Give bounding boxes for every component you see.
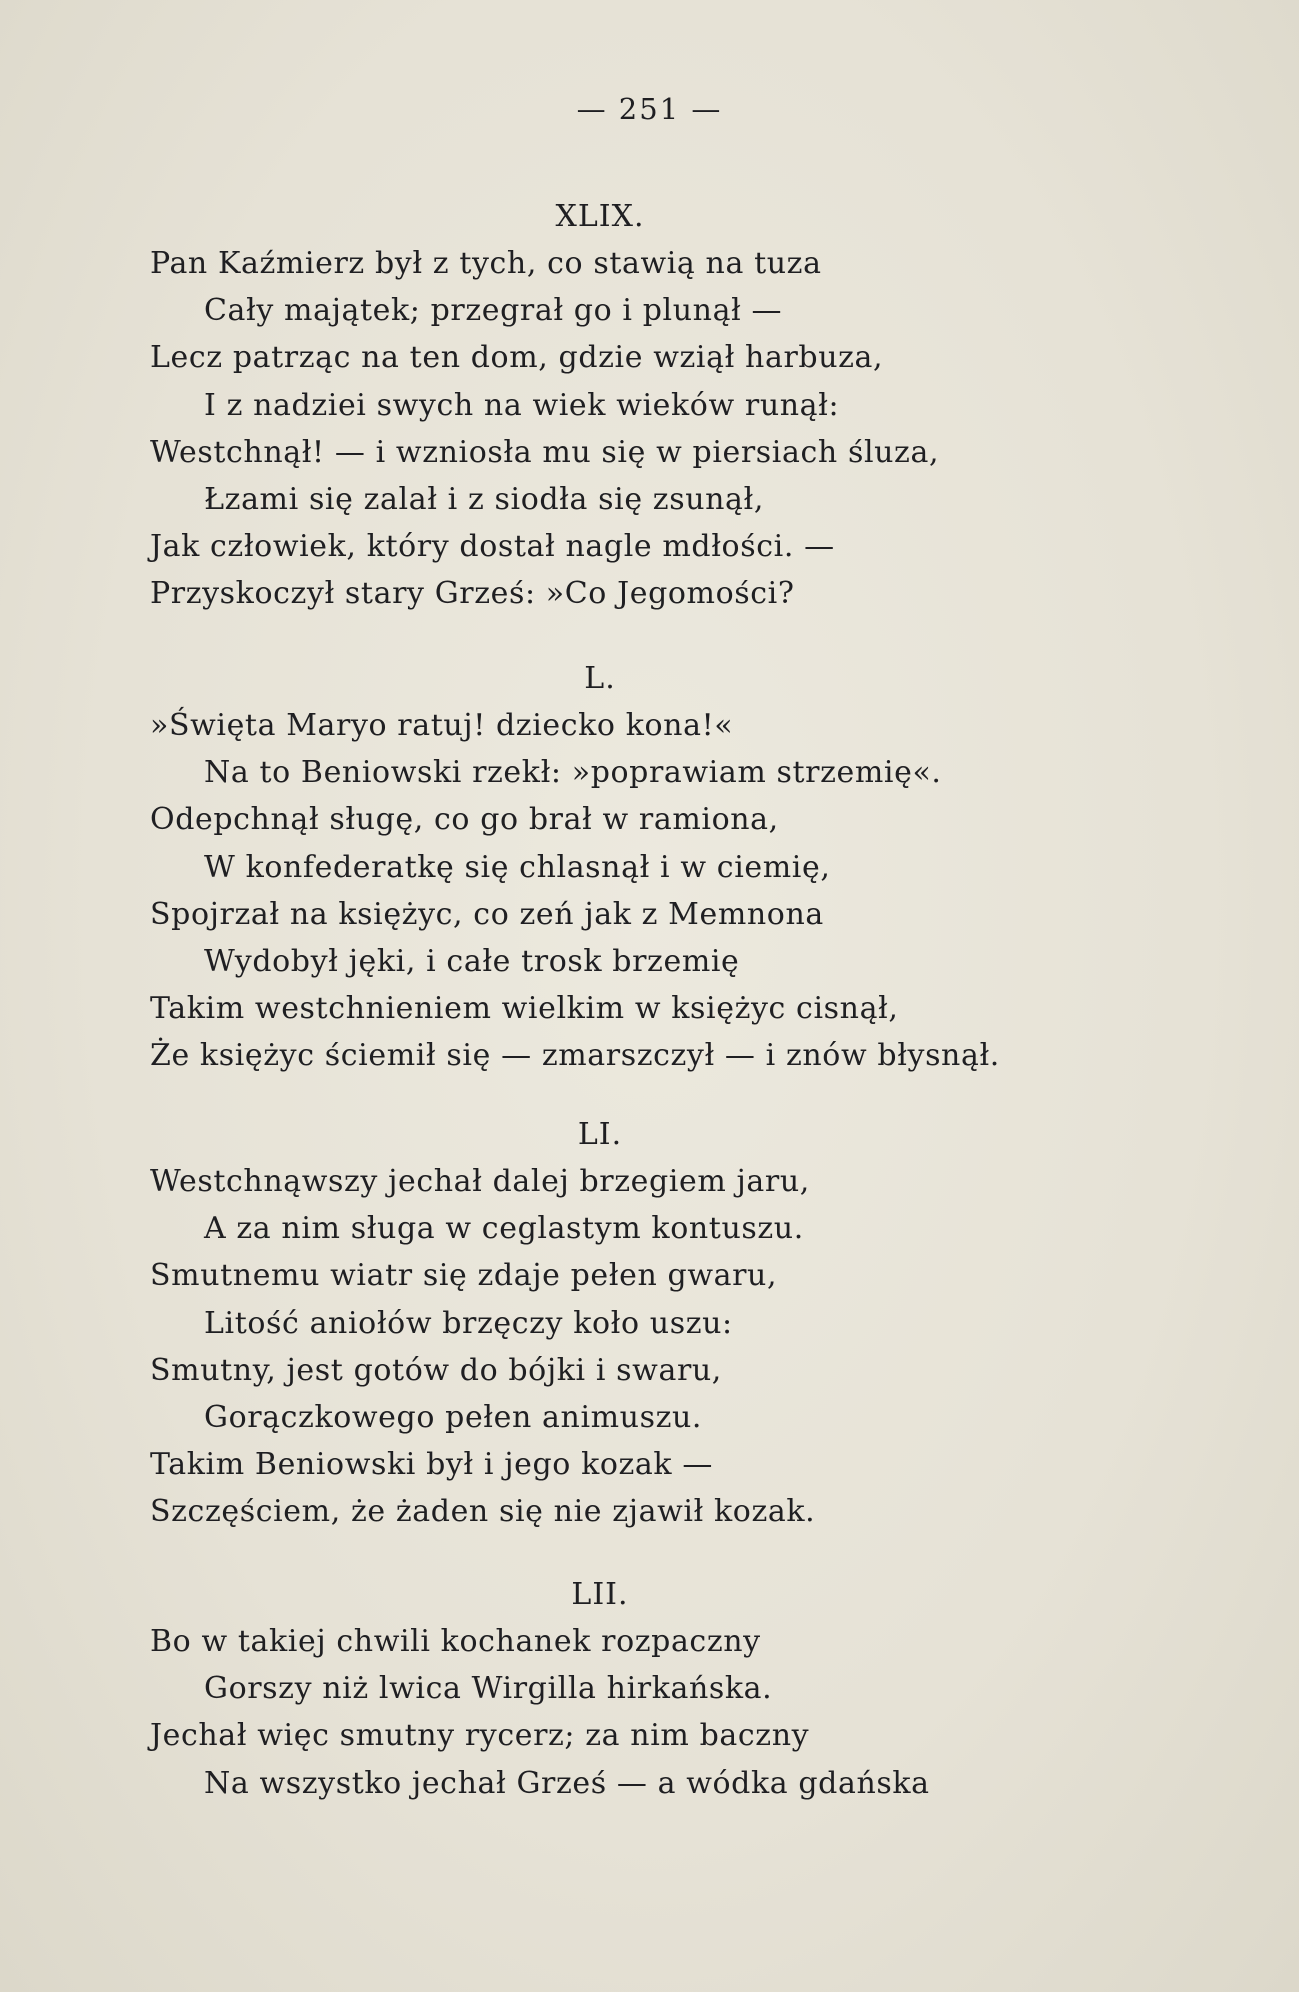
verse-line: Westchnął! — i wzniosła mu się w piersiach śluza, xyxy=(150,434,940,470)
verse-line: Spojrzał na księżyc, co zeń jak z Memnona xyxy=(150,896,824,932)
verse-line: I z nadziei swych na wiek wieków runął: xyxy=(204,387,840,423)
verse-line: Cały majątek; przegrał go i plunął — xyxy=(204,293,783,329)
verse-line: Takim Beniowski był i jego kozak — xyxy=(150,1447,713,1483)
stanza-numeral: LII. xyxy=(571,1577,629,1612)
stanza-lii xyxy=(150,1572,1250,1807)
verse-line: Gorszy niż lwica Wirgilla hirkańska. xyxy=(204,1671,773,1707)
verse-line: Na wszystko jechał Grześ — a wódka gdańska xyxy=(204,1765,930,1801)
verse-line: Smutny, jest gotów do bójki i swaru, xyxy=(150,1352,722,1388)
stanza-numeral: L. xyxy=(584,661,616,696)
verse-line: Przyskoczył stary Grześ: »Co Jegomości? xyxy=(150,576,795,612)
verse-line: Łzami się zalał i z siodła się zsunął, xyxy=(204,481,765,517)
verse-line: Westchnąwszy jechał dalej brzegiem jaru, xyxy=(150,1164,810,1199)
verse-line: »Święta Maryo ratuj! dziecko kona!« xyxy=(150,708,734,743)
stanza-numeral: XLIX. xyxy=(555,199,645,234)
verse-line: W konfederatkę się chlasnął i w ciemię, xyxy=(204,849,831,885)
verse-line: Gorączkowego pełen animuszu. xyxy=(204,1399,703,1435)
verse-line: A za nim sługa w ceglastym kontuszu. xyxy=(204,1211,804,1247)
verse-line: Takim westchnieniem wielkim w księżyc cisnął, xyxy=(150,991,899,1027)
verse-line: Smutnemu wiatr się zdaje pełen gwaru, xyxy=(150,1258,778,1294)
verse-line: Że księżyc ściemił się — zmarszczył — i znów błysnął. xyxy=(150,1038,1000,1074)
stanza-l xyxy=(150,656,1250,1080)
stanza-li xyxy=(150,1112,1250,1536)
verse-line: Lecz patrząc na ten dom, gdzie wziął harbuza, xyxy=(150,340,884,376)
verse-line: Szczęściem, że żaden się nie zjawił kozak. xyxy=(150,1494,816,1530)
verse-line: Jak człowiek, który dostał nagle mdłości. — xyxy=(150,529,835,565)
verse-line: Na to Beniowski rzekł: »poprawiam strzemię«. xyxy=(204,755,942,791)
verse-line: Bo w takiej chwili kochanek rozpaczny xyxy=(150,1624,761,1659)
verse-line: Wydobył jęki, i całe trosk brzemię xyxy=(204,943,740,979)
verse-line: Litość aniołów brzęczy koło uszu: xyxy=(204,1305,733,1341)
stanza-numeral: LI. xyxy=(577,1117,623,1152)
verse-line: Jechał więc smutny rycerz; za nim baczny xyxy=(150,1718,810,1754)
stanza-xlix xyxy=(150,194,1250,618)
verse-line: Pan Kaźmierz był z tych, co stawią na tuza xyxy=(150,246,822,281)
page-number: — 251 — xyxy=(576,92,723,126)
verse-line: Odepchnął sługę, co go brał w ramiona, xyxy=(150,802,779,838)
